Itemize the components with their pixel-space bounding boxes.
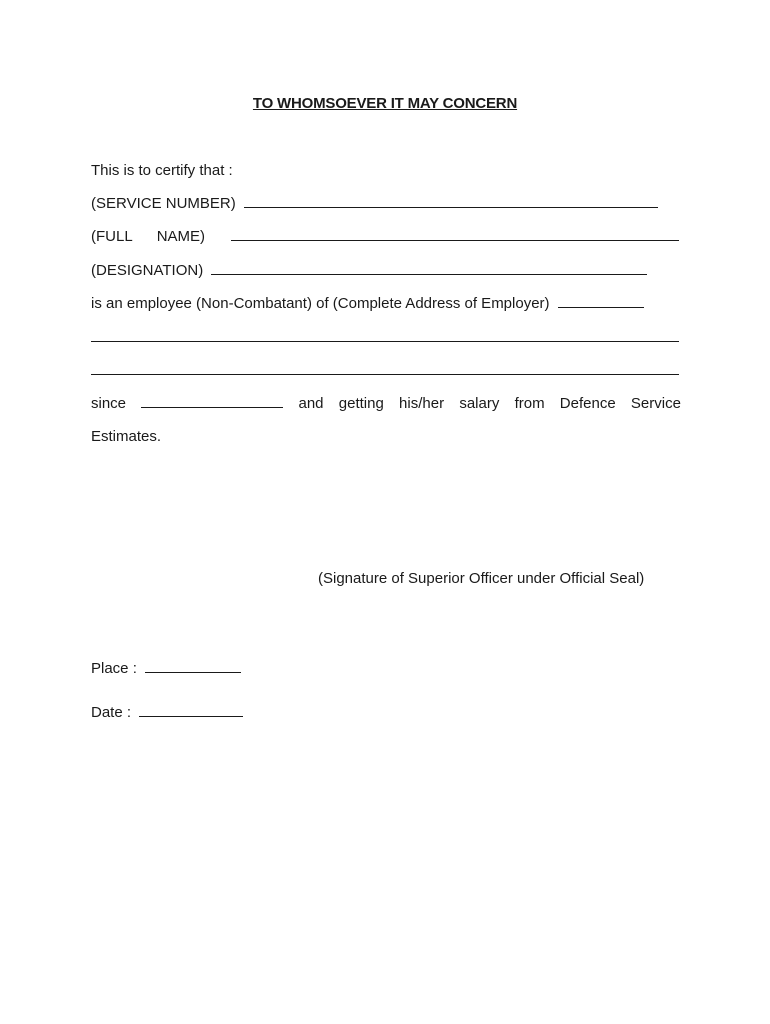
full-label: (FULL (91, 228, 133, 245)
designation-blank[interactable] (211, 261, 647, 275)
estimates-text: Estimates. (91, 428, 162, 445)
name-label: NAME) (156, 228, 206, 245)
date-blank[interactable] (139, 703, 243, 717)
employee-row (91, 294, 681, 314)
hisher-text: his/her (399, 395, 445, 412)
employer-address-blank-1[interactable] (558, 294, 644, 308)
service-number-row (91, 194, 681, 214)
and-text: and (298, 395, 324, 412)
document-title: TO WHOMSOEVER IT MAY CONCERN (252, 95, 518, 112)
designation-row (91, 261, 681, 281)
designation-label: (DESIGNATION) (91, 262, 204, 279)
since-date-blank[interactable] (141, 394, 283, 408)
full-name-row (91, 227, 681, 247)
employer-address-row-2 (91, 328, 681, 348)
service-number-label: (SERVICE NUMBER) (91, 195, 236, 212)
employee-text: is an employee (Non-Combatant) of (Complete Address of Employer) (91, 295, 550, 312)
full-name-blank[interactable] (231, 227, 679, 241)
since-row (91, 394, 681, 414)
getting-text: getting (338, 395, 384, 412)
place-label: Place : (91, 660, 137, 677)
service-number-blank[interactable] (244, 194, 658, 208)
place-blank[interactable] (145, 659, 241, 673)
date-row (91, 703, 681, 723)
signature-caption: (Signature of Superior Officer under Official Seal) (318, 570, 645, 587)
certify-intro: This is to certify that : (91, 162, 233, 179)
service-text: Service (630, 395, 681, 412)
place-row (91, 659, 681, 679)
salary-text: salary (459, 395, 500, 412)
from-text: from (514, 395, 545, 412)
employer-address-row-3 (91, 361, 681, 381)
employer-address-blank-2[interactable] (91, 328, 679, 342)
employer-address-blank-3[interactable] (91, 361, 679, 375)
since-label: since (91, 395, 127, 412)
date-label: Date : (91, 704, 132, 721)
defence-text: Defence (559, 395, 616, 412)
